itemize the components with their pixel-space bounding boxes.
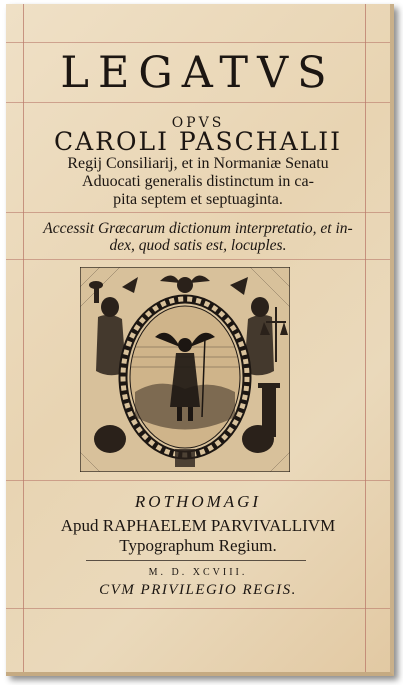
royal-privilege: CVM PRIVILEGIO REGIS. [99,582,297,598]
divider [86,560,306,561]
addition-line: Accessit Græcarum dictionum interpretatio, et in- [43,220,353,237]
book-title: LEGATVS [60,48,336,98]
ruled-line [6,102,390,103]
ruled-line [6,480,390,481]
description-line: Aduocati generalis distinctum in ca- [82,173,314,190]
opus-label: OPVS [171,115,225,131]
title-page [6,4,394,676]
publication-date: M. D. XCVIII. [148,567,248,578]
ruled-line [6,259,390,260]
author-name: CAROLI PASCHALII [54,127,342,156]
printer-title: Typographum Regium. [119,536,277,555]
addition-line: dex, quod satis est, locuples. [109,237,287,254]
printer-device-woodcut-icon [80,267,290,472]
description-line: pita septem et septuaginta. [113,191,283,208]
ruled-line [6,608,390,609]
place-of-printing: ROTHOMAGI [134,492,262,511]
ruled-line [6,42,390,43]
printer-name: Apud RAPHAELEM PARVIVALLIVM [60,516,336,535]
description-line: Regij Consiliarij, et in Normaniæ Senatu [67,155,329,172]
ruled-line [6,212,390,213]
